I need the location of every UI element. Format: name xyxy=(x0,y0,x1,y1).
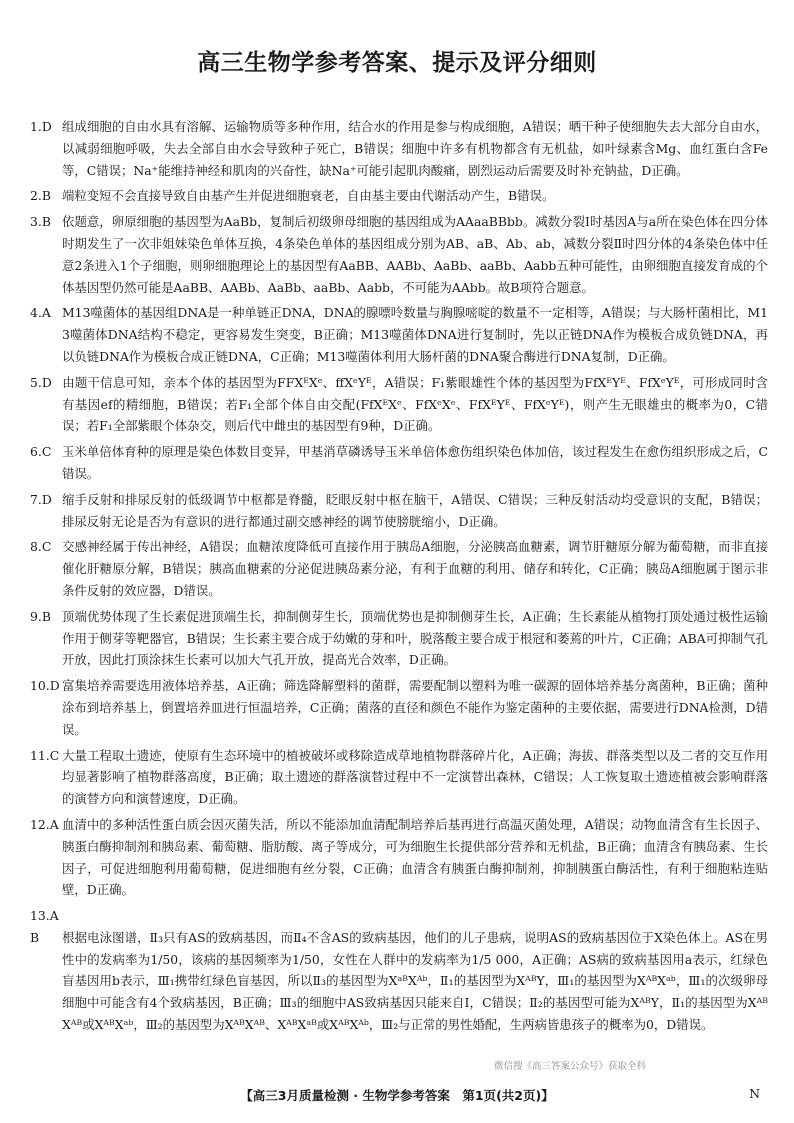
answer-number: 12.A xyxy=(30,816,59,832)
answer-number: 7.D xyxy=(30,491,52,507)
answer-text: 大量工程取土遗迹，使原有生态环境中的植被破坏或移除造成草地植物群落碎片化，A正确；海拔、群落类型以及二者的交互作用均显著影响了植物群落高度，B正确；取土遗迹的群落演替过程中不一定演替出森林，C错误；人工恢复取土遗迹植被会影响群落的演替方向和演替速度，D正确。 xyxy=(62,747,768,807)
answer-text: M13噬菌体的基因组DNA是一种单链正DNA，DNA的腺嘌呤数量与胸腺嘧啶的数量不一定相等，A错误；与大肠杆菌相比，M13噬菌体DNA结构不稳定，更容易发生突变，B正确；M13噬菌体DNA进行复制时，先以正链DNA作为模板合成负链DNA，再以负链DNA作为模板合成正链DNA，C正确；M13噬菌体利用大肠杆菌的DNA聚合酶进行DNA复制，D正确。 xyxy=(62,305,768,364)
answer-item xyxy=(30,606,768,671)
answer-number: 13.AB xyxy=(30,908,59,945)
answer-text: 根据电泳图谱，Ⅱ₃只有AS的致病基因，而Ⅱ₄不含AS的致病基因，他们的儿子患病，说明AS的致病基因位于X染色体上。AS在男性中的发病率为1/50，该病的基因频率为1/50，女性在人群中的发病率为1/5 000，A正确；AS病的致病基因用a表示，红绿色盲基因用b表示，Ⅲ₁携带红绿色盲基因，所以Ⅱ₃的基因型为XᵃᴮXᴬᵇ，Ⅱ₁的基因型为XᴬᴮY，Ⅲ₁的基因型为XᴬᴮXᵃᵇ，Ⅲ₁的次级卵母细胞中可能含有4个致病基因，B正确；Ⅲ₃的细胞中AS致病基因只能来自Ⅰ，C错误；Ⅱ₂的基因型可能为XᴬᴮY，Ⅱ₁的基因型为XᴬᴮXᴬᴮ或XᴬᴮXᵃᵇ，Ⅲ₂的基因型为XᴬᴮXᴬᴮ、XᴬᴮXᵃᴮ或XᴬᴮXᴬᵇ，Ⅲ₂与正常的男性婚配，生两病皆患孩子的概率为0，D错误。 xyxy=(62,929,768,1033)
answer-item xyxy=(30,185,768,207)
answer-text: 顶端优势体现了生长素促进顶端生长，抑制侧芽生长，顶端优势也是抑制侧芽生长，A正确；生长素能从植物打顶处通过极性运输作用于侧芽等靶器官，B错误；生长素主要合成于幼嫩的芽和叶，脱落酸主要合成于根冠和萎蔫的叶片，C正确；ABA可抑制气孔开放，因此打顶涂抹生长素可以加大气孔开放，提高光合效率，D正确。 xyxy=(62,608,768,668)
answer-text: 富集培养需要选用液体培养基，A正确；筛选降解塑料的菌群，需要配制以塑料为唯一碳源的固体培养基分离菌种，B正确；菌种涂布到培养基上，倒置培养皿进行恒温培养，C正确；菌落的直径和颜色不能作为鉴定菌种的主要依据，需要进行DNA检测，D错误。 xyxy=(62,678,768,737)
answer-number: 8.C xyxy=(30,539,52,555)
answer-number: 10.D xyxy=(30,678,60,694)
answer-item xyxy=(30,211,768,298)
answer-item xyxy=(30,302,768,367)
answer-item xyxy=(30,905,768,1036)
page-footer: 【高三3月质量检测 · 生物学参考答案 第1页(共2页)】 xyxy=(240,1088,554,1103)
answer-item xyxy=(30,536,768,601)
answer-number: 3.B xyxy=(30,214,51,230)
watermark: 微信搜《高三答案公众号》获取全科 xyxy=(494,1061,647,1072)
answer-number: 6.C xyxy=(30,444,52,460)
page-title: 高三生物学参考答案、提示及评分细则 xyxy=(197,50,597,76)
answer-text: 缩手反射和排尿反射的低级调节中枢都是脊髓，眨眼反射中枢在脑干，A错误、C错误；三种反射活动均受意识的支配，B错误；排尿反射无论是否为有意识的进行都通过副交感神经的调节使膀胱缩小，D正确。 xyxy=(62,491,768,529)
answer-text: 交感神经属于传出神经，A错误；血糖浓度降低可直接作用于胰岛A细胞，分泌胰高血糖素，调节肝糖原分解为葡萄糖，而非直接催化肝糖原分解，B错误；胰高血糖素的分泌促进胰岛素分泌，有利于血糖的利用、储存和转化，C正确；胰岛A细胞属于图示非条件反射的效应器，D错误。 xyxy=(62,539,768,598)
answer-item xyxy=(30,675,768,740)
answer-item xyxy=(30,116,768,181)
answer-number: 4.A xyxy=(30,305,51,321)
answer-number: 1.D xyxy=(30,119,52,134)
answer-text: 血清中的多种活性蛋白质会因灭菌失活，所以不能添加血清配制培养后基再进行高温灭菌处理，A错误；动物血清含有生长因子、胰蛋白酶抑制剂和胰岛素、葡萄糖、脂肪酸、离子等成分，可为细胞生长提供部分营养和无机盐，B正确；血清含有胰岛素、生长因子，可促进细胞利用葡萄糖，促进细胞有丝分裂，C正确；血清含有胰蛋白酶抑制剂，抑制胰蛋白酶活性，有利于细胞粘连贴壁，D正确。 xyxy=(62,816,768,898)
answer-number: 11.C xyxy=(30,747,60,763)
answer-text: 依题意，卵原细胞的基因型为AaBb，复制后初级卵母细胞的基因组成为AAaaBBbb。减数分裂Ⅰ时基因A与a所在染色体在四分体时期发生了一次非姐妹染色单体互换，4条染色单体的基因组成分别为AB、aB、Ab、ab，减数分裂Ⅱ时四分体的4条染色体中任意2条进入1个子细胞，则卵细胞理论上的基因型有AaBB、AABb、AaBb、aaBb、Aabb五种可能性，由卵细胞直接发育成的个体基因型仍然可能是AaBB、AABb、AaBb、aaBb、Aabb，不可能为AAbb。故B项符合题意。 xyxy=(62,214,768,295)
answer-item xyxy=(30,745,768,810)
answer-list xyxy=(30,116,768,1040)
answer-number: 2.B xyxy=(30,188,51,204)
answer-number: 5.D xyxy=(30,374,52,390)
answer-text: 组成细胞的自由水具有溶解、运输物质等多种作用，结合水的作用是参与构成细胞，A错误；晒干种子使细胞失去大部分自由水，以减弱细胞呼吸，失去全部自由水会导致种子死亡，B错误；细胞中许多有机物都含有无机盐，如叶绿素含Mg、血红蛋白含Fe等，C错误；Na⁺能维持神经和肌肉的兴奋性，缺Na⁺可能引起肌肉酸痛，剧烈运动后需要及时补充钠盐，D正确。 xyxy=(62,119,768,178)
answer-text: 由题干信息可知，亲本个体的基因型为FFXᴱXᵉ、ffXᵉYᴱ，A错误；F₁紫眼雄性个体的基因型为FfXᴱYᴱ、FfXᵉYᴱ，可形成同时含有基因ef的精细胞，B错误；若F₁全部个体自由交配(FfXᴱXᵉ、FfXᵉXᵉ、FfXᴱYᴱ、FfXᵉYᴱ)，则产生无眼雄虫的概率为0，C错误；若F₁全部紫眼个体杂交，则后代中雌虫的基因型有9种，D正确。 xyxy=(62,374,768,434)
answer-item xyxy=(30,372,768,437)
answer-number: 9.B xyxy=(30,608,51,624)
answer-item xyxy=(30,814,768,901)
answer-item xyxy=(30,489,768,533)
answer-text: 玉米单倍体育种的原理是染色体数目变异，甲基消草磷诱导玉米单倍体愈伤组织染色体加倍，该过程发生在愈伤组织形成之后，C错误。 xyxy=(62,444,768,481)
answer-text: 端粒变短不会直接导致自由基产生并促进细胞衰老，自由基主要由代谢活动产生，B错误。 xyxy=(62,188,555,204)
corner-mark: N xyxy=(749,1086,760,1101)
answer-item xyxy=(30,441,768,485)
